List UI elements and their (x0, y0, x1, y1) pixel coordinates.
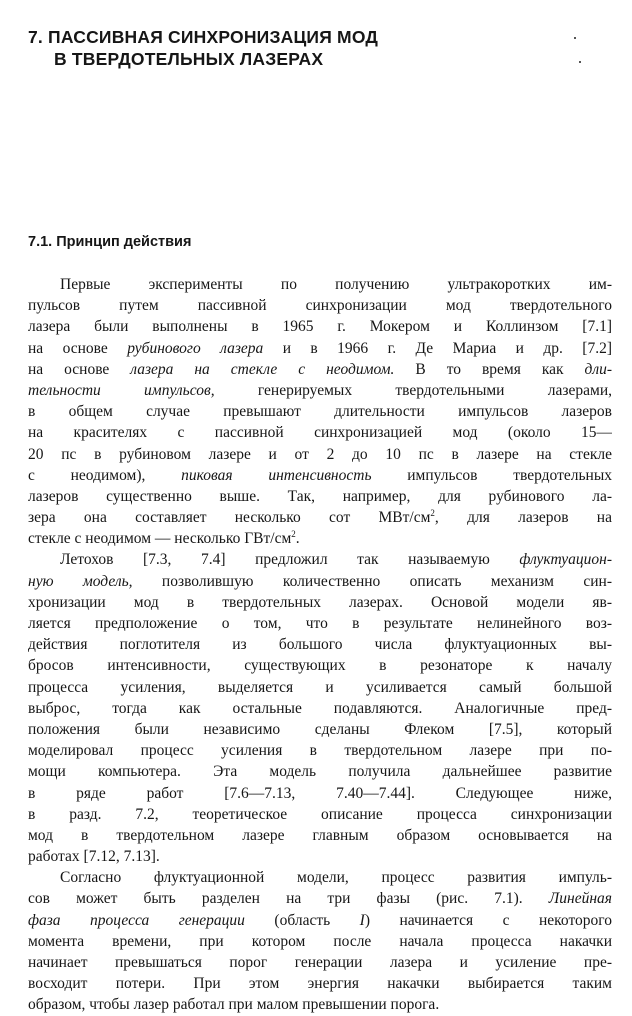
text-run: на основе (28, 339, 128, 357)
text-run: процесса усиления, выделяется и усиливается самый большой (28, 678, 612, 696)
speck (579, 61, 581, 63)
text-line (28, 888, 612, 909)
text-run: зера она составляет несколько сот МВт/см (28, 509, 431, 527)
text-run: и в 1966 г. Де Мариа и др. [7.2] (263, 339, 612, 357)
text-run: работах [7.12, 7.13]. (28, 848, 160, 866)
text-line (28, 719, 612, 740)
text-run: в ряде работ [7.6—7.13, 7.40—7.44]. Следующее ниже, (28, 784, 612, 802)
text-run: на красителях с пассивной синхронизацией мод (около 15— (28, 424, 612, 442)
text-line (28, 825, 612, 846)
text-run: стекле с неодимом — несколько ГВт/см (28, 530, 292, 548)
text-line (28, 634, 612, 655)
text-line (28, 422, 612, 443)
text-line (28, 465, 612, 486)
text-run: лазеров существенно выше. Так, например, для рубинового ла- (28, 487, 612, 505)
text-line (28, 338, 612, 359)
text-line (28, 867, 612, 888)
text-run: на основе (28, 360, 131, 378)
text-line (28, 973, 612, 994)
superscript: 2 (291, 529, 296, 540)
text-run: образом, чтобы лазер работал при малом превышении порога. (28, 996, 440, 1014)
text-line (28, 486, 612, 507)
text-run: лазера были выполнены в 1965 г. Мокером и Коллинзом [7.1] (28, 318, 612, 336)
text-line (28, 655, 612, 676)
text-line (28, 295, 612, 316)
text-line (28, 549, 612, 570)
text-run: ляется предположение о том, что в результате нелинейного воз- (28, 615, 612, 632)
text-run: хронизации мод в твердотельных лазерах. Основой модели яв- (28, 593, 612, 611)
italic-term: фаза процесса генерации (28, 911, 245, 929)
italic-term: пиковая интенсивность (181, 466, 372, 484)
text-run: 20 пс в рубиновом лазере и от 2 до 10 пс в лазере на стекле (28, 445, 612, 463)
text-run: начинает превышаться порог генерации лазера и усиление пре- (28, 954, 612, 971)
text-line (28, 740, 612, 761)
italic-term: ную модель, (28, 572, 133, 590)
text-run: в разд. 7.2, теоретическое описание процесса синхронизации (28, 805, 612, 823)
text-run: Первые эксперименты по получению ультракоротких им- (60, 276, 612, 293)
text-line (28, 571, 612, 592)
text-line (28, 994, 612, 1015)
text-run: момента времени, при котором после начала процесса накачки (28, 932, 612, 950)
text-line (28, 910, 612, 931)
text-line (28, 380, 612, 401)
text-line (28, 528, 612, 549)
text-run: (область (244, 911, 360, 929)
chapter-title-line-2: В ТВЕРДОТЕЛЬНЫХ ЛАЗЕРАХ (54, 49, 324, 69)
text-run: ) начинается с некоторого (364, 911, 612, 929)
chapter-title-line-1: 7. ПАССИВНАЯ СИНХРОНИЗАЦИЯ МОД (28, 27, 379, 47)
text-line (28, 931, 612, 952)
superscript: 2 (430, 508, 435, 519)
text-line (28, 592, 612, 613)
text-run: . (295, 530, 300, 548)
text-run: генерируемых твердотельными лазерами, (214, 381, 612, 399)
text-run: мод в твердотельном лазере главным образом основывается на (28, 826, 612, 844)
text-line (28, 359, 612, 380)
text-run: мощи компьютера. Эта модель получила дальнейшее развитие (28, 763, 612, 781)
text-run: восходит потери. При этом энергия накачки выбирается таким (28, 975, 612, 993)
text-run: действия поглотителя из большого числа флуктуационных вы- (28, 636, 612, 654)
section-title: 7.1. Принцип действия (28, 234, 192, 250)
text-run: в общем случае превышают длительности импульсов лазеров (28, 403, 612, 421)
text-run: импульсов твердотельных (371, 466, 612, 484)
text-line (28, 761, 612, 782)
text-line (28, 804, 612, 825)
paragraph (28, 549, 612, 867)
text-run: В то время как (394, 360, 585, 378)
paragraph (28, 274, 612, 549)
text-line (28, 444, 612, 465)
text-line (28, 613, 612, 634)
text-run: , для лазеров на (434, 509, 612, 527)
italic-term: лазера на стекле с неодимом. (130, 360, 395, 378)
italic-term: дли- (584, 360, 612, 378)
text-run: Согласно флуктуационной модели, процесс развития импуль- (60, 869, 612, 887)
text-run: бросов интенсивности, существующих в резонаторе к началу (28, 657, 612, 675)
text-run: с неодимом), (28, 466, 182, 484)
text-line (28, 698, 612, 719)
text-run: моделировал процесс усиления в твердотельном лазере при по- (28, 742, 612, 760)
text-line (28, 401, 612, 422)
text-line (28, 507, 612, 528)
italic-term: флуктуацион- (519, 551, 612, 569)
italic-term: I (359, 911, 365, 929)
text-run: положения были независимо сделаны Флеком [7.5], который (28, 720, 612, 738)
text-run: Летохов [7.3, 7.4] предложил так называемую (60, 551, 520, 569)
text-run: выброс, тогда как остальные подавляются. Аналогичные пред- (28, 699, 612, 717)
chapter-title (28, 26, 378, 70)
body-text (28, 274, 612, 1016)
italic-term: Линейная (548, 890, 612, 908)
text-line (28, 783, 612, 804)
italic-term: тельности импульсов, (28, 381, 215, 399)
speck (574, 37, 576, 39)
text-run: пульсов путем пассивной синхронизации мод твердотельного (28, 297, 612, 315)
text-line (28, 952, 612, 973)
text-run: позволившую количественно описать механизм син- (132, 572, 612, 590)
italic-term: рубинового лазера (127, 339, 264, 357)
paragraph (28, 867, 612, 1015)
text-run: сов может быть разделен на три фазы (рис. 7.1). (28, 890, 549, 908)
text-line (28, 846, 612, 867)
text-line (28, 316, 612, 337)
text-line (28, 677, 612, 698)
text-line (28, 274, 612, 295)
